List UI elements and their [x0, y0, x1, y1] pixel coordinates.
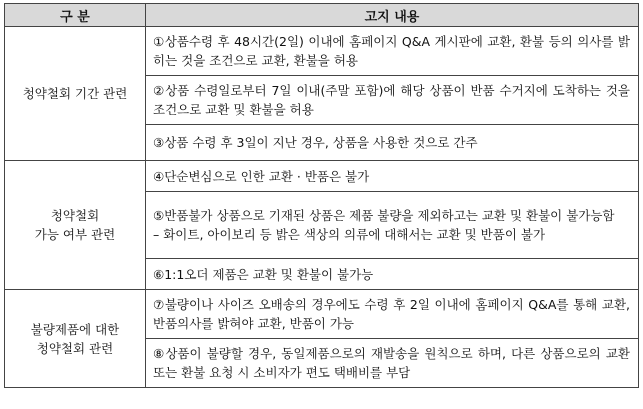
header-content: 고지 내용: [146, 4, 639, 27]
category-cell: [5, 161, 146, 290]
notice-item: ①상품수령 후 48시간(2일) 이내에 홈페이지 Q&A 게시판에 교환, 환불 등의 의사를 밝히는 것을 조건으로 교환, 환불을 허용: [146, 27, 639, 76]
category-label: 가능 여부 관련: [34, 227, 116, 242]
category-cell: [5, 290, 146, 388]
notice-item: ⑧상품이 불량할 경우, 동일제품으로의 재발송을 원칙으로 하며, 다른 상품으로의 교환 또는 환불 요청 시 소비자가 편도 택배비를 부담: [146, 339, 639, 388]
notice-item: ②상품 수령일로부터 7일 이내(주말 포함)에 해당 상품이 반품 수거지에 도착하는 것을 조건으로 교환 및 환불을 허용: [146, 76, 639, 125]
notice-item: ④단순변심으로 인한 교환 · 반품은 불가: [146, 161, 639, 192]
notice-item: ③상품 수령 후 3일이 지난 경우, 상품을 사용한 것으로 간주: [146, 125, 639, 161]
notice-item-text: ⑤반품불가 상품으로 기재된 상품은 제품 불량을 제외하고는 교환 및 환불이 불가능함: [153, 208, 615, 223]
notice-item-with-note: [146, 192, 639, 259]
table-row: [5, 161, 639, 192]
category-cell: [5, 27, 146, 161]
category-label: 불량제품에 대한: [30, 321, 120, 337]
category-label: 청약철회 기간 관련: [22, 86, 128, 101]
notice-item: ⑦불량이나 사이즈 오배송의 경우에도 수령 후 2일 이내에 홈페이지 Q&A를 통해 교환, 반품의사를 밝혀야 교환, 반품이 가능: [146, 290, 639, 339]
category-label: 청약철회 관련: [36, 340, 114, 356]
header-row: [5, 4, 639, 27]
notice-item-note: – 화이트, 아이보리 등 밝은 색상의 의류에 대해서는 교환 및 반품이 불가: [153, 227, 546, 242]
category-label: 청약철회: [50, 208, 100, 223]
header-category: 구 분: [5, 4, 146, 27]
notice-item: ⑥1:1오더 제품은 교환 및 환불이 불가능: [146, 259, 639, 290]
table-row: [5, 290, 639, 339]
table-row: [5, 27, 639, 76]
notice-table: [4, 3, 639, 388]
